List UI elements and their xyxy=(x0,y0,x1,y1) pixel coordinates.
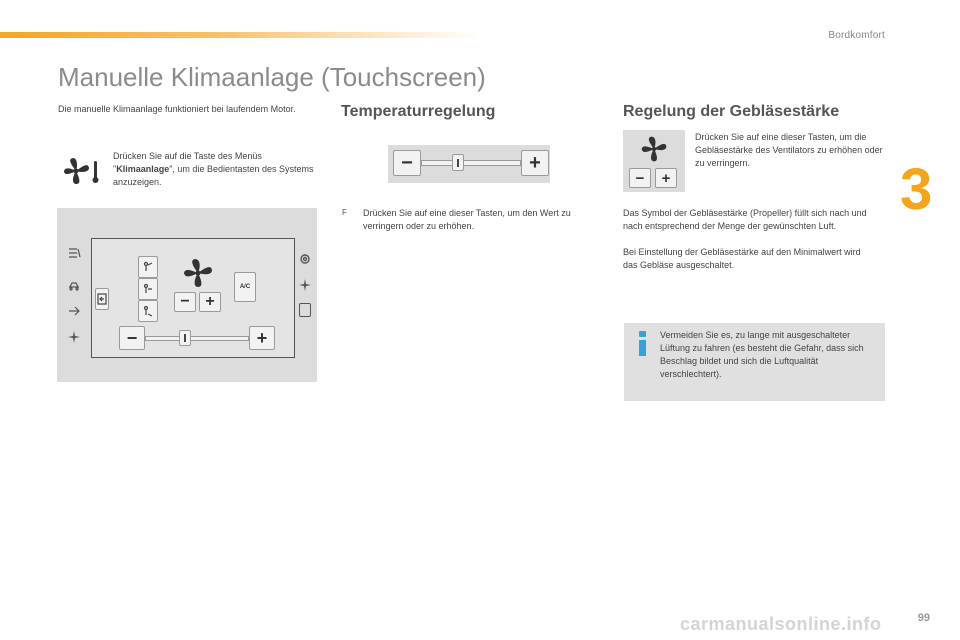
temp-minus-button[interactable]: − xyxy=(393,150,421,176)
fan-speed-icon xyxy=(179,256,217,295)
side-icon-car xyxy=(67,278,81,296)
fan-plus-button[interactable]: + xyxy=(655,168,677,188)
section-label: Bordkomfort xyxy=(828,30,885,41)
temp-plus-button[interactable]: + xyxy=(521,150,549,176)
fan-heading: Regelung der Gebläsestärke xyxy=(623,103,840,120)
touchscreen-illustration xyxy=(57,208,317,382)
temp-slider-track[interactable] xyxy=(421,160,521,166)
screen-fan-minus-button[interactable]: − xyxy=(174,292,196,312)
fan-minus-button[interactable]: − xyxy=(629,168,651,188)
fan-minimum-note: Bei Einstellung der Gebläsestärke auf den Minimalwert wird das Gebläse ausgeschaltet. xyxy=(623,247,861,270)
side-icon-defrost xyxy=(67,246,81,264)
screen-temp-slider-thumb[interactable] xyxy=(179,330,191,346)
page-title: Manuelle Klimaanlage (Touchscreen) xyxy=(58,62,486,92)
temperature-instruction: Drücken Sie auf eine dieser Tasten, um den Wert zu verringern oder zu erhöhen. xyxy=(363,208,571,231)
fan-instruction: Drücken Sie auf eine dieser Tasten, um die Gebläsestärke des Ventilators zu erhöhen oder zu verringern. xyxy=(695,132,883,168)
air-direction-lower-button[interactable] xyxy=(138,300,158,322)
side-icon-settings xyxy=(298,252,312,271)
chapter-number: 3 xyxy=(900,157,933,222)
menu-name-bold: Klimaanlage xyxy=(116,164,170,174)
screen-temp-minus-button[interactable]: − xyxy=(119,326,145,350)
fan-symbol-description: Das Symbol der Gebläsestärke (Propeller) füllt sich nach und nach entsprechend der Menge der gewünschten Luft. xyxy=(623,208,867,231)
info-box xyxy=(624,323,885,401)
info-icon xyxy=(636,331,650,357)
temperature-control-illustration xyxy=(388,145,550,183)
ac-button[interactable]: A/C xyxy=(234,272,256,302)
watermark: carmanualsonline.info xyxy=(680,614,882,634)
screen-fan-plus-button[interactable]: + xyxy=(199,292,221,312)
screen-temp-plus-button[interactable]: + xyxy=(249,326,275,350)
fan-icon xyxy=(637,134,671,169)
temp-slider-thumb[interactable] xyxy=(452,154,464,171)
page-number: 99 xyxy=(917,612,930,624)
air-direction-middle-button[interactable] xyxy=(138,278,158,300)
side-icon-seat xyxy=(299,303,311,317)
menu-instruction: Drücken Sie auf die Taste des Menüs "Klimaanlage", um die Bedientasten des Systems anzuzeigen. xyxy=(113,151,314,187)
intro-text: Die manuelle Klimaanlage funktioniert bei laufendem Motor. xyxy=(58,104,296,114)
temperature-heading: Temperaturregelung xyxy=(341,103,496,120)
screen-back-button[interactable] xyxy=(95,288,109,310)
side-icon-auto-fan xyxy=(298,278,312,297)
screen-temp-slider-track[interactable] xyxy=(145,336,249,341)
air-direction-upper-button[interactable] xyxy=(138,256,158,278)
header-accent-bar xyxy=(0,32,480,38)
climate-menu-icon xyxy=(62,153,102,189)
fan-control-illustration xyxy=(623,130,685,192)
side-icon-recirculation xyxy=(67,304,81,322)
bullet-marker: F xyxy=(342,208,347,217)
info-text: Vermeiden Sie es, zu lange mit ausgeschalteter Lüftung zu fahren (es besteht die Gefahr, dass sich Beschlag bildet und sich die Luftqualität verschlechtert). xyxy=(660,330,864,379)
side-icon-fan-small xyxy=(67,330,81,349)
